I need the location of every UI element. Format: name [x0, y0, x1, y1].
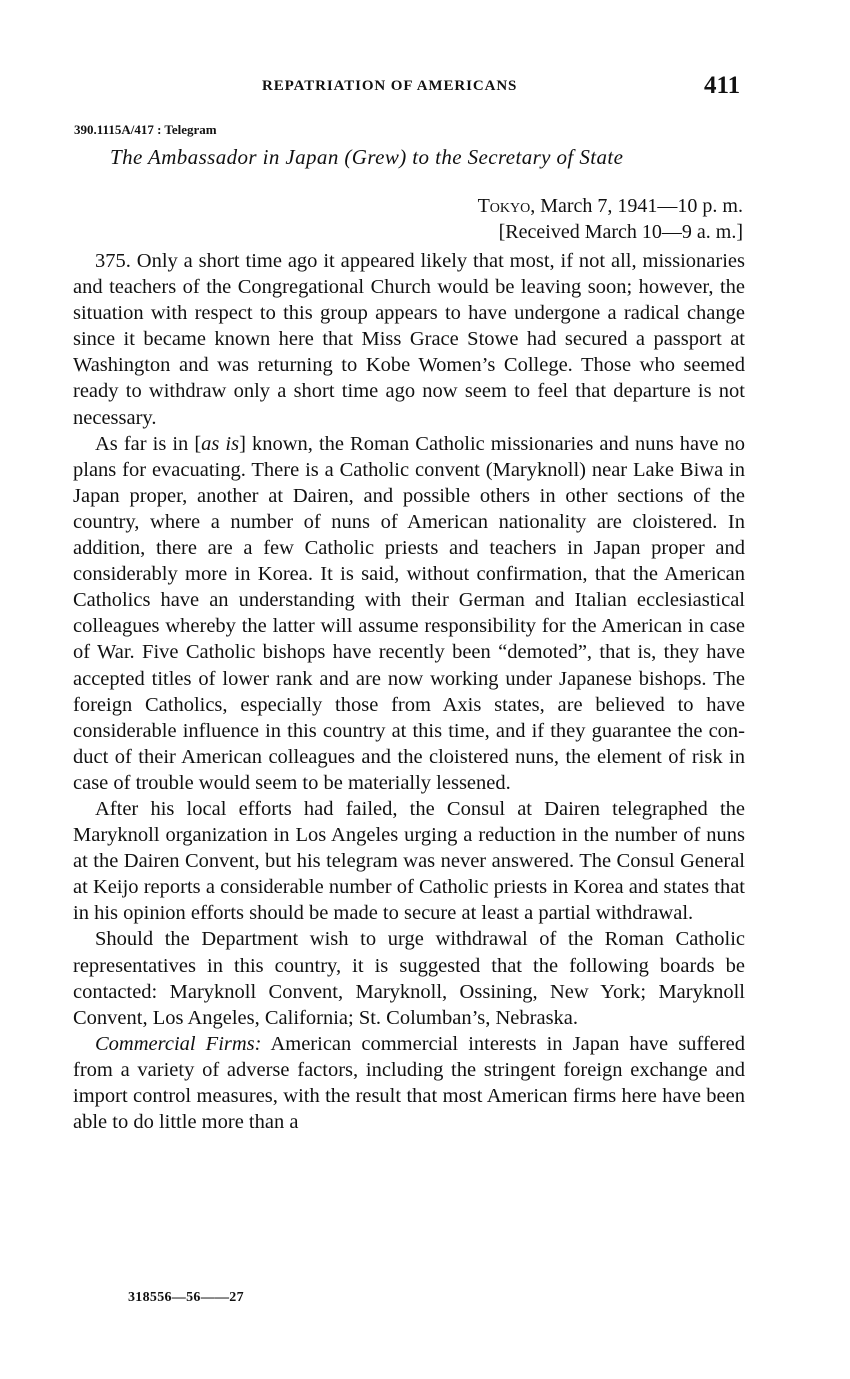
- dateline-received: [Received March 10—9 a. m.]: [498, 221, 743, 243]
- paragraph-5: [73, 1031, 745, 1135]
- paragraph-text: After his local efforts had failed, the Consul at Dairen telegraphed the Maryknoll organization in Los Angeles urging a reduction in the number of nuns at the Dairen Convent, but his telegram was never answered. The Consul General at Keijo reports a considerable number of Catholic priests in Korea and states that in his opinion efforts should be made to secure at least a partial withdrawal.: [73, 797, 745, 925]
- document-heading: The Ambassador in Japan (Grew) to the Secretary of State: [110, 145, 624, 169]
- page-number: 411: [704, 72, 741, 99]
- paragraph-text-before: As far is in [: [95, 432, 202, 455]
- dateline-sent: [478, 193, 743, 219]
- paragraph-4: [73, 926, 745, 1030]
- paragraph-text: Only a short time ago it appeared likely that most, if not all, missionaries and teachers of the Congregational Church would be leaving soon; however, the situation with respect to this group appears to have undergone a radical change since it became known here that Miss Grace Stowe had secured a passport at Washington and was returning to Kobe Women’s College. Those who seemed ready to withdraw only a short time ago now seem to feel that departure is not necessary.: [73, 250, 745, 429]
- running-title: REPATRIATION OF AMERICANS: [262, 78, 518, 94]
- paragraph-text: Should the Department wish to urge withdrawal of the Roman Catholic representatives in this country, it is suggested that the following boards be contacted: Maryknoll Convent, Maryknoll, Ossining, New York; Maryknoll Convent, Los Angeles, California; St. Columban’s, Nebraska.: [73, 928, 745, 1029]
- dateline: [478, 193, 743, 245]
- paragraph-2: [73, 431, 745, 796]
- paragraph-3: [73, 796, 745, 926]
- paragraph-1: [73, 248, 745, 431]
- telegram-number: 375.: [95, 250, 137, 272]
- running-head: [0, 72, 850, 102]
- paragraph-text-after: ] known, the Roman Catholic missionaries and nuns have no plans for evacuating. There is a Catholic convent (Maryknoll) near Lake Biwa in Japan proper, another at Dairen, and possible others in other sections of the country, where a number of nuns of American nationality are cloistered. In addition, there are a few Catholic priests and teachers in Japan proper and considerably more in Korea. It is said, without confirmation, that the American Catholics have an understanding with their German and Italian ecclesiastical colleagues whereby the latter will assume responsibility for the American in case of War. Five Catholic bishops have recently been “demoted”, that is, they have accepted titles of lower rank and are now working under Japanese bishops. The foreign Catholics, especially those from Axis states, are believed to have considerable influence in this country at this time, and if they guarantee the conduct of their American colleagues and the cloistered nuns, the element of risk in case of trouble would seem to be materially lessened.: [73, 432, 745, 794]
- dateline-date: , March 7, 1941—10 p. m.: [530, 195, 743, 217]
- print-code: 318556—56——27: [128, 1290, 244, 1305]
- editorial-note: as is: [201, 432, 240, 455]
- file-number: 390.1115A/417 : Telegram: [74, 122, 217, 137]
- telegram-body: [73, 248, 745, 1135]
- paragraph-text: American commercial interests in Japan have suffered from a variety of adverse factors, including the stringent foreign exchange and import control measures, with the result that most American firms here have been able to do little more than a: [73, 1032, 745, 1134]
- section-label: Commercial Firms:: [95, 1032, 262, 1055]
- dateline-place: Tokyo: [477, 195, 531, 217]
